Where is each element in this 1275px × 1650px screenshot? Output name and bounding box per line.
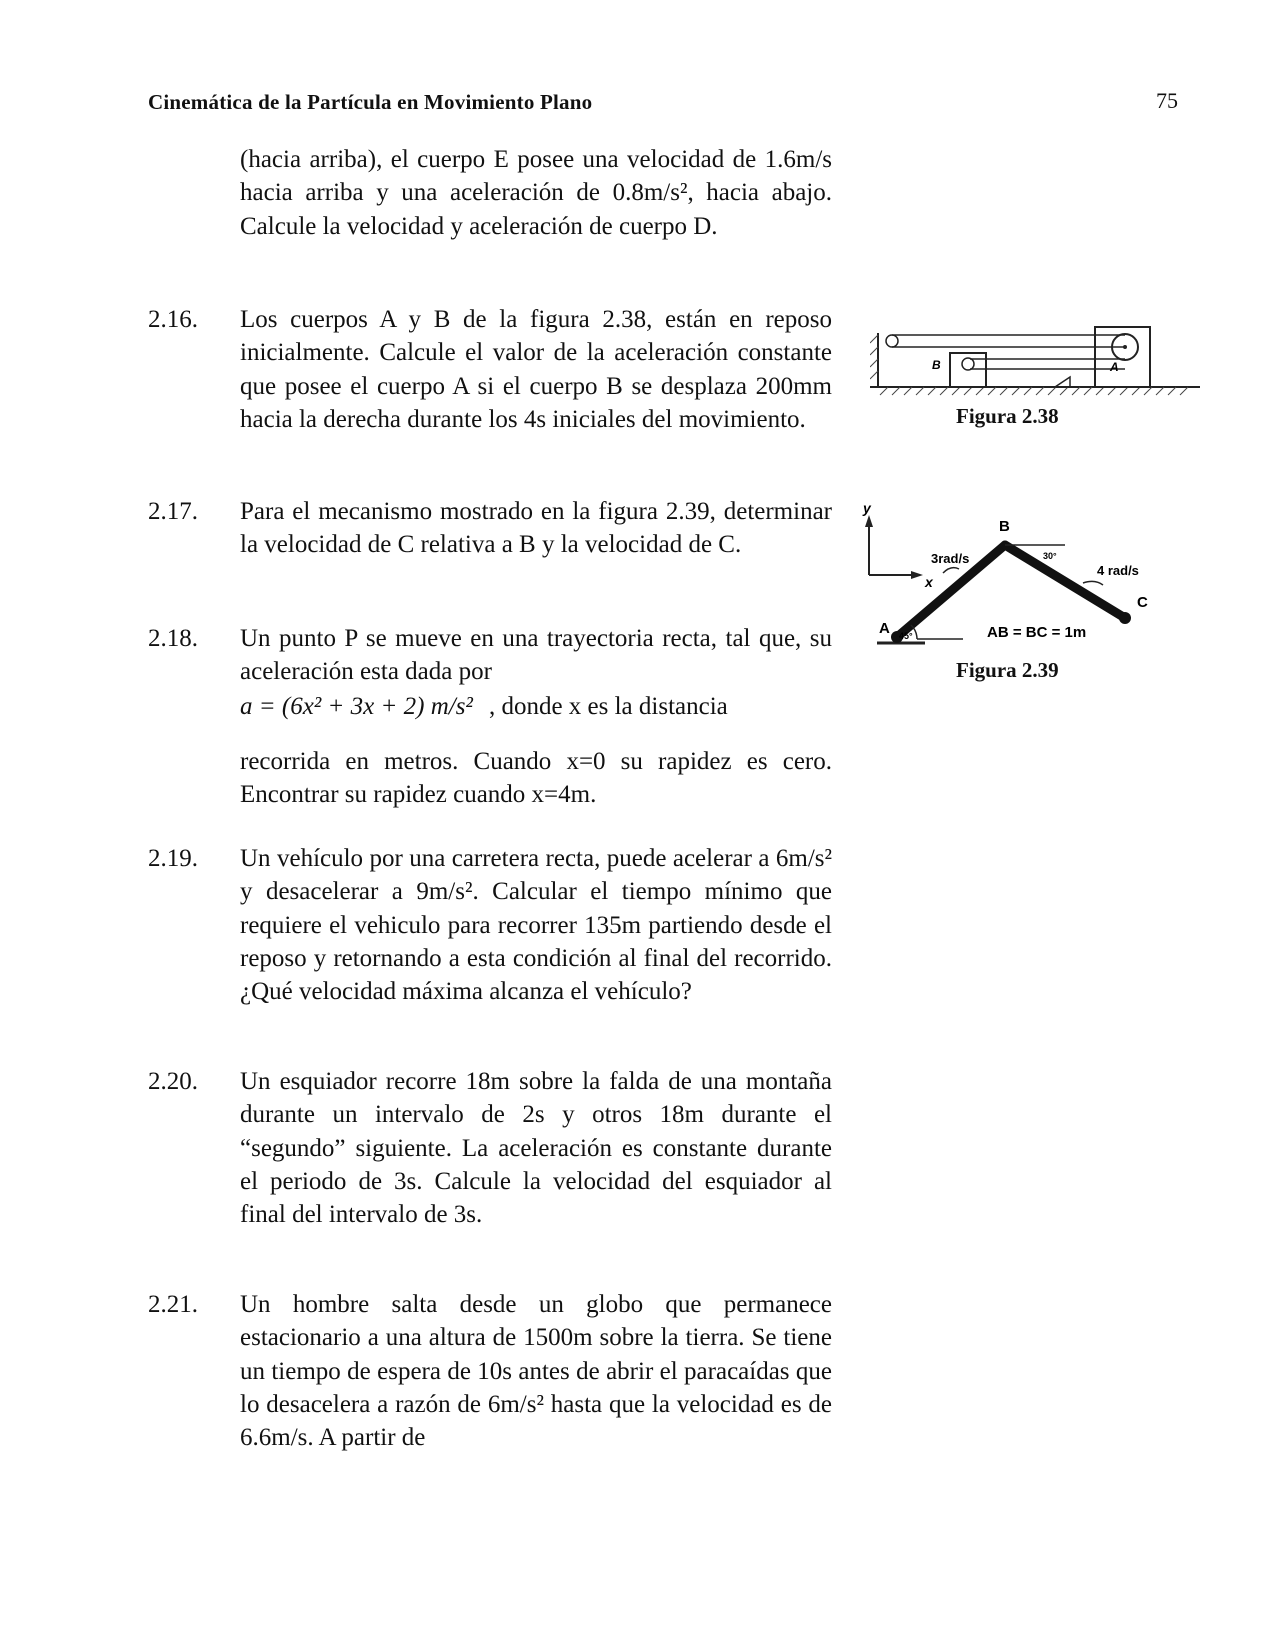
figure-2-39-caption: Figura 2.39 xyxy=(956,658,1059,682)
problem-text-2-20: Un esquiador recorre 18m sobre la falda de una montaña durante un intervalo de 2s y otros 18m durante el “segundo” siguiente. La aceleración es constante durante el periodo de 3s. Calcule la velocidad del esquiador al final del intervalo de 3s. xyxy=(240,1068,832,1229)
figure-2-39-axis-x: x xyxy=(925,574,933,590)
problem-number-2-17: 2.17. xyxy=(148,498,198,525)
problem-text-2-18 xyxy=(240,622,832,689)
figure-2-39-lengths: AB = BC = 1m xyxy=(987,624,1087,641)
figure-2-39-angle-a: 45° xyxy=(899,631,913,641)
figure-2-39-label-b: B xyxy=(999,518,1010,535)
problem-number-2-20: 2.20. xyxy=(148,1068,198,1095)
page-number: 75 xyxy=(1156,88,1178,113)
problem-text-2-16: Los cuerpos A y B de la figura 2.38, están en reposo inicialmente. Calcule el valor de la aceleración constante que posee el cuerpo A si el cuerpo B se desplaza 200mm hacia la derecha durante los 4s iniciales del movimiento. xyxy=(240,306,832,433)
figure-2-38-caption: Figura 2.38 xyxy=(956,404,1059,428)
continuation-paragraph: (hacia arriba), el cuerpo E posee una velocidad de 1.6m/s hacia arriba y una aceleración de 0.8m/s², hacia abajo. Calcule la velocidad y aceleración de cuerpo D. xyxy=(240,146,832,240)
problem-text-2-19: Un vehículo por una carretera recta, puede acelerar a 6m/s² y desacelerar a 9m/s². Calcular el tiempo mínimo que requiere el vehiculo para recorrer 135m partiendo desde el reposo y retornando a esta condición al final del recorrido. ¿Qué velocidad máxima alcanza el vehículo? xyxy=(240,845,832,1006)
running-header-title: Cinemática de la Partícula en Movimiento Plano xyxy=(148,90,593,114)
equation-line xyxy=(240,690,832,723)
figure-2-39-diagram xyxy=(855,505,1175,670)
figure-2-39-omega-bc: 4 rad/s xyxy=(1097,563,1139,578)
figure-2-38-label-b: B xyxy=(932,358,941,372)
problem-text-2-18-intro: Un punto P se mueve en una trayectoria recta, tal que, su aceleración esta dada por xyxy=(240,625,832,686)
problem-number-2-18: 2.18. xyxy=(148,625,198,652)
figure-2-39-axis-y: y xyxy=(863,505,871,516)
problem-number-2-16: 2.16. xyxy=(148,306,198,333)
figure-2-39-label-c: C xyxy=(1137,594,1148,611)
figure-2-38-label-a: A xyxy=(1110,360,1119,374)
problem-text-2-18-rest: recorrida en metros. Cuando x=0 su rapidez es cero. Encontrar su rapidez cuando x=4m. xyxy=(240,748,832,809)
problem-text-2-17: Para el mecanismo mostrado en la figura 2.39, determinar la velocidad de C relativa a B y la velocidad de C. xyxy=(240,498,832,559)
figure-2-39-label-a: A xyxy=(879,620,890,637)
equation-trailing-text: , donde x es la distancia xyxy=(488,693,728,720)
figure-2-38-diagram xyxy=(870,325,1200,400)
figure-2-39-angle-b: 30° xyxy=(1043,551,1057,561)
problem-number-2-21: 2.21. xyxy=(148,1291,198,1318)
figure-2-39-omega-ab: 3rad/s xyxy=(931,551,970,566)
problem-text-2-21: Un hombre salta desde un globo que permanece estacionario a una altura de 1500m sobre la tierra. Se tiene un tiempo de espera de 10s antes de abrir el paracaídas que lo desacelera a razón de 6m/s² hasta que la velocidad es de 6.6m/s. A partir de xyxy=(240,1291,832,1452)
problem-number-2-19: 2.19. xyxy=(148,845,198,872)
acceleration-equation: a = (6x² + 3x + 2) m/s² xyxy=(240,693,473,720)
